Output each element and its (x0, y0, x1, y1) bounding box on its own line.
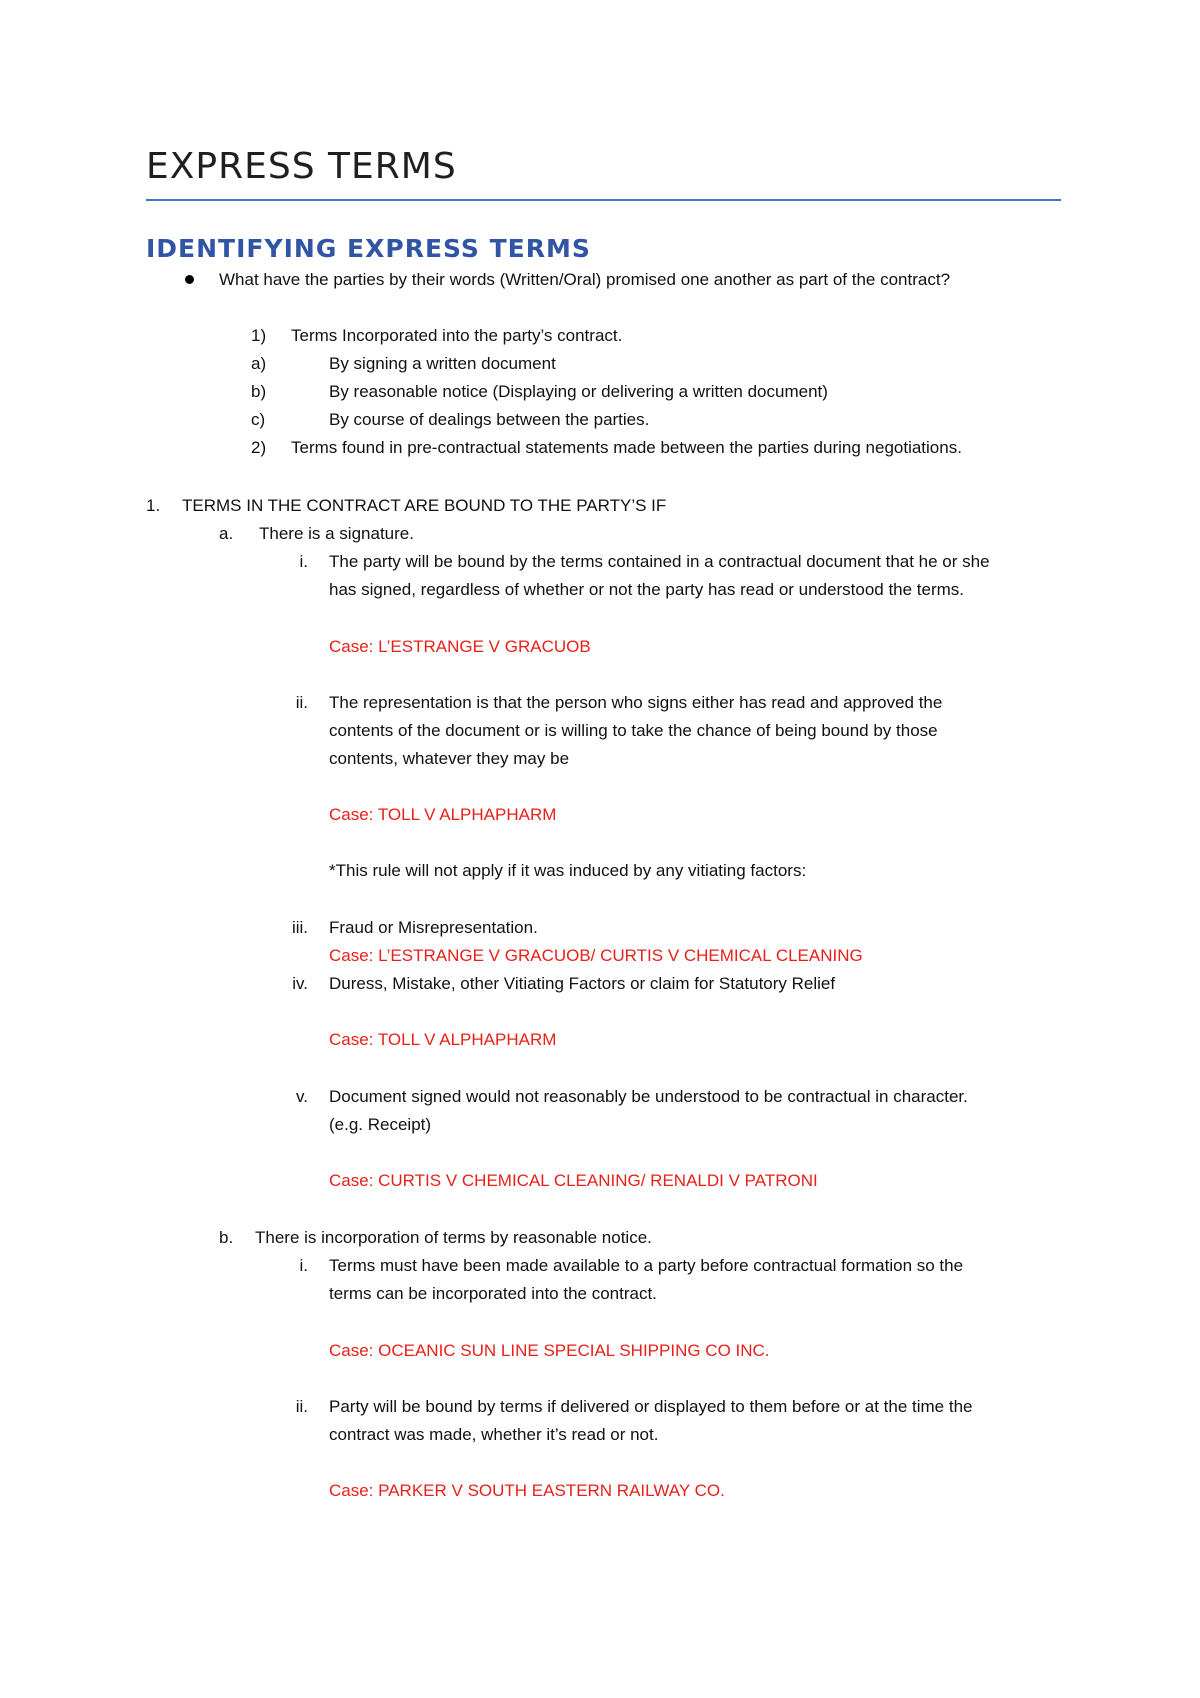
outline-marker: a) (251, 354, 267, 373)
item-line: (e.g. Receipt) (329, 1115, 432, 1134)
item-line: Document signed would not reasonably be understood to be contractual in character. (329, 1087, 968, 1106)
case-citation: Case: OCEANIC SUN LINE SPECIAL SHIPPING CO INC. (329, 1341, 770, 1360)
sub-marker: i. (299, 1256, 308, 1275)
note-text: *This rule will not apply if it was induced by any vitiating factors: (329, 861, 807, 880)
item-line: contents of the document or is willing to take the chance of being bound by those (329, 721, 938, 740)
section-heading: IDENTIFYING EXPRESS TERMS (146, 234, 591, 263)
section-title: TERMS IN THE CONTRACT ARE BOUND TO THE PARTY’S IF (182, 496, 667, 515)
sub-marker: ii. (295, 693, 308, 712)
item-line: Duress, Mistake, other Vitiating Factors or claim for Statutory Relief (329, 974, 836, 993)
item-line: Party will be bound by terms if delivered or displayed to them before or at the time the (329, 1397, 973, 1416)
list-marker: b. (219, 1228, 234, 1247)
item-line: contents, whatever they may be (329, 749, 570, 768)
sub-marker: v. (296, 1087, 308, 1106)
item-line: terms can be incorporated into the contract. (329, 1284, 657, 1303)
case-citation: Case: L’ESTRANGE V GRACUOB/ CURTIS V CHEMICAL CLEANING (329, 946, 863, 965)
case-citation: Case: TOLL V ALPHAPHARM (329, 805, 557, 824)
outline-text: By reasonable notice (Displaying or delivering a written document) (329, 382, 828, 401)
outline-marker: 1) (251, 326, 267, 345)
item-line: Fraud or Misrepresentation. (329, 918, 538, 937)
sub-marker: iii. (291, 918, 308, 937)
list-item: There is a signature. (259, 524, 414, 543)
item-line: has signed, regardless of whether or not the party has read or understood the terms. (329, 580, 965, 599)
item-line: contract was made, whether it’s read or not. (329, 1425, 659, 1444)
outline-text: By signing a written document (329, 354, 556, 373)
outline-text: By course of dealings between the parties. (329, 410, 650, 429)
page-title: EXPRESS TERMS (146, 146, 457, 187)
section-marker: 1. (146, 496, 161, 515)
item-line: The party will be bound by the terms contained in a contractual document that he or she (329, 552, 990, 571)
list-marker: a. (219, 524, 234, 543)
case-citation: Case: PARKER V SOUTH EASTERN RAILWAY CO. (329, 1481, 725, 1500)
item-line: Terms must have been made available to a party before contractual formation so the (329, 1256, 964, 1275)
case-citation: Case: CURTIS V CHEMICAL CLEANING/ RENALDI V PATRONI (329, 1171, 818, 1190)
outline-marker: c) (251, 410, 266, 429)
outline-text: Terms found in pre-contractual statements made between the parties during negotiations. (291, 438, 962, 457)
intro-bullet-text: What have the parties by their words (Written/Oral) promised one another as part of the contract? (219, 270, 951, 289)
list-item: There is incorporation of terms by reasonable notice. (255, 1228, 652, 1247)
sub-marker: iv. (292, 974, 308, 993)
outline-text: Terms Incorporated into the party’s contract. (291, 326, 623, 345)
sub-marker: i. (299, 552, 308, 571)
case-citation: Case: L’ESTRANGE V GRACUOB (329, 637, 591, 656)
case-citation: Case: TOLL V ALPHAPHARM (329, 1030, 557, 1049)
bullet-icon (185, 275, 194, 284)
title-underline (146, 199, 1061, 201)
item-line: The representation is that the person who signs either has read and approved the (329, 693, 943, 712)
outline-marker: 2) (251, 438, 267, 457)
outline-marker: b) (251, 382, 267, 401)
sub-marker: ii. (295, 1397, 308, 1416)
